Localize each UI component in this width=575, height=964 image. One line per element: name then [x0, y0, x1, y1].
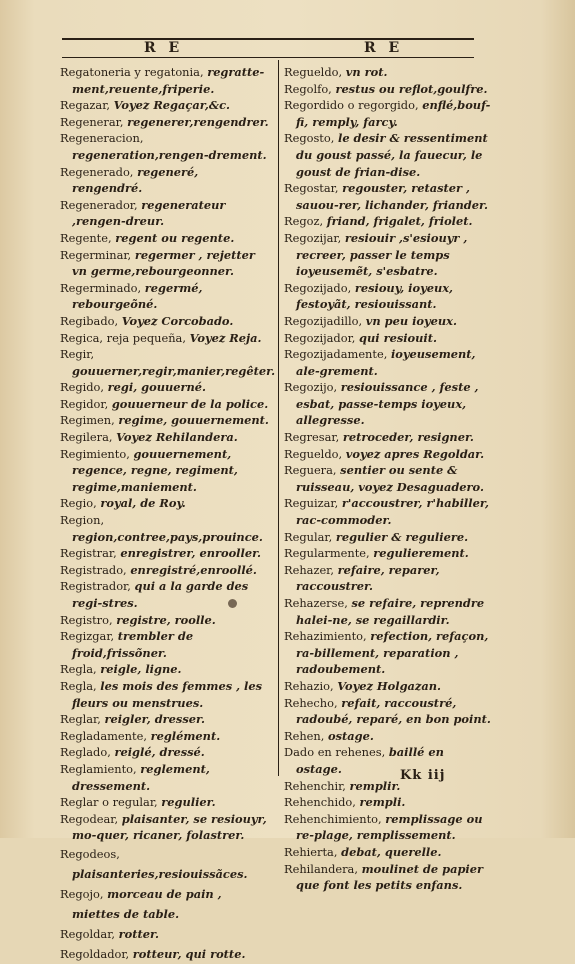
dictionary-entry: [284, 313, 492, 330]
entry-translation: reigler, dresser.: [104, 712, 205, 727]
entry-translation: regent ou regente.: [115, 230, 235, 245]
entry-translation: remplissage ou re-plage, remplissement.: [296, 811, 483, 843]
entry-headword: Rehazerse,: [284, 596, 348, 610]
dictionary-entry: [60, 628, 272, 661]
ink-spot: [228, 599, 237, 608]
dictionary-entry: [284, 180, 492, 213]
entry-translation: regulier.: [161, 795, 216, 810]
entry-translation: resiouissance , feste , esbat, passe-temps ioyeux, allegresse.: [296, 380, 479, 428]
entry-headword: Regular,: [284, 529, 333, 544]
entry-translation: royal, de Roy.: [100, 496, 186, 511]
entry-translation: regulierement.: [373, 546, 469, 561]
entry-translation: voyez apres Regoldar.: [345, 446, 485, 461]
dictionary-entry: [60, 130, 272, 163]
entry-headword: Regozijador,: [284, 330, 356, 345]
entry-headword: Reglar,: [60, 712, 101, 727]
entry-translation: regouster, retaster , sauou-rer, lichander, friander.: [296, 181, 488, 212]
dictionary-entry: [284, 230, 492, 280]
entry-translation: vn rot.: [345, 65, 388, 79]
entry-translation: se refaire, reprendre halei-ne, se regaillardir.: [296, 596, 485, 627]
entry-headword: Registrar,: [60, 546, 117, 561]
entry-headword: Reguera,: [284, 463, 337, 478]
entry-headword: Regueldo,: [284, 446, 343, 461]
entry-headword: Rehazio,: [284, 678, 334, 693]
entry-headword: Regimiento,: [60, 446, 130, 461]
entry-translation: resiouir ,s'esiouyr , recreer, passer le temps ioyeusemẽt, s'esbatre.: [296, 230, 468, 279]
entry-headword: Regozijo,: [284, 380, 338, 395]
entry-translation: rotteur, qui rotte.: [132, 946, 246, 961]
entry-translation: morceau de pain , miettes de table.: [72, 886, 222, 921]
dictionary-entry: [60, 64, 272, 97]
dictionary-entry: [60, 114, 272, 131]
entry-translation: enflé,bouf-fi, remply, farcy.: [296, 98, 491, 129]
dictionary-entry: [60, 396, 272, 413]
dictionary-entry: [60, 412, 272, 429]
dictionary-entry: [284, 330, 492, 347]
entry-headword: Regilera,: [60, 430, 113, 445]
dictionary-entry: [284, 529, 492, 546]
dictionary-entry: [60, 230, 272, 247]
entry-translation: regeneré, rengendré.: [72, 164, 199, 196]
dictionary-entry: [284, 595, 492, 628]
entry-headword: Regica, reja pequeña,: [60, 330, 186, 345]
entry-translation: Voyez Holgazan.: [337, 678, 442, 693]
entry-translation: les mois des femmes , les fleurs ou menstrues.: [72, 678, 262, 710]
entry-translation: reglément.: [150, 728, 221, 743]
entry-headword: Regladamente,: [60, 728, 147, 743]
entry-translation: retroceder, resigner.: [342, 430, 474, 445]
dictionary-entry: [60, 330, 272, 347]
entry-translation: reglement, dressement.: [72, 761, 210, 793]
entry-headword: Rehenchimiento,: [284, 811, 382, 826]
dictionary-entry: [284, 379, 492, 429]
dictionary-entry: [284, 130, 492, 180]
dictionary-entry: [284, 744, 492, 777]
dictionary-entry: [60, 612, 272, 629]
dictionary-entry: [60, 97, 272, 114]
dictionary-entry: [60, 924, 272, 944]
dictionary-entry: [60, 728, 272, 745]
entry-headword: Reglamiento,: [60, 761, 137, 776]
entry-translation: Voyez Rehilandera.: [116, 430, 238, 445]
entry-translation: gouuerneur de la police.: [111, 396, 269, 411]
dictionary-entry: [60, 346, 276, 379]
entry-headword: Regoz,: [284, 214, 324, 229]
entry-headword: Rehazer,: [284, 562, 334, 577]
dictionary-entry: [284, 64, 492, 81]
dictionary-entry: [60, 761, 272, 794]
entry-translation: qui resiouit.: [359, 330, 437, 345]
entry-translation: regeneration,rengen-drement.: [72, 147, 267, 162]
dictionary-entry: [284, 462, 492, 495]
header-rule-top: [62, 38, 474, 40]
dictionary-entry: [60, 811, 272, 844]
entry-headword: Reglar o regular,: [60, 795, 158, 810]
entry-translation: plaisanteries,resiouissãces.: [72, 866, 248, 881]
dictionary-entry: [284, 81, 492, 98]
dictionary-entry: [60, 280, 272, 313]
entry-headword: Region,: [60, 513, 105, 528]
dictionary-entry: [60, 661, 272, 678]
dictionary-entry: [284, 446, 492, 463]
entry-headword: Regolfo,: [284, 81, 332, 96]
dictionary-entry: [284, 628, 492, 678]
entry-headword: Regazar,: [60, 98, 111, 113]
entry-translation: region,contree,pays,prouince.: [72, 529, 263, 544]
dictionary-entry: [284, 495, 492, 528]
entry-headword: Regozijar,: [284, 230, 342, 245]
entry-translation: regermé, rebourgeõné.: [72, 280, 203, 312]
dictionary-entry: [60, 247, 272, 280]
dictionary-entry: [284, 861, 492, 894]
entry-translation: reigle, ligne.: [100, 662, 182, 677]
dictionary-entry: [284, 429, 492, 446]
dictionary-entry: [284, 678, 492, 695]
entry-headword: Regostar,: [284, 181, 339, 196]
dictionary-entry: [60, 711, 272, 728]
dictionary-entry: [60, 446, 272, 496]
dictionary-entry: [60, 164, 272, 197]
entry-translation: remplir.: [349, 778, 401, 793]
entry-headword: Regueldo,: [284, 65, 343, 79]
entry-headword: Regularmente,: [284, 546, 370, 561]
entry-translation: regratte-ment,reuente,friperie.: [72, 65, 265, 96]
dictionary-entry: [284, 213, 492, 230]
entry-headword: Regenerador,: [60, 197, 138, 212]
entry-headword: Regenerar,: [60, 114, 124, 129]
entry-translation: registre, roolle.: [116, 612, 216, 627]
entry-headword: Regeneracion,: [60, 131, 144, 146]
entry-translation: refait, raccoustré, radoubé, reparé, en bon point.: [296, 695, 491, 727]
dictionary-entry: [284, 811, 492, 844]
dictionary-entry: [284, 562, 492, 595]
entry-translation: ioyeusement, ale-grement.: [296, 347, 476, 378]
dictionary-entry: [284, 545, 492, 562]
header-left: R E: [144, 40, 184, 56]
entry-headword: Regibado,: [60, 313, 119, 328]
header-right: R E: [364, 40, 404, 56]
entry-headword: Regimen,: [60, 413, 115, 428]
entry-headword: Regerminado,: [60, 280, 142, 295]
entry-translation: restus ou reflot,goulfre.: [335, 81, 488, 96]
entry-headword: Regla,: [60, 662, 97, 677]
entry-headword: Regoldador,: [60, 946, 130, 961]
running-header: [62, 38, 474, 60]
dictionary-entry: [60, 884, 272, 924]
entry-translation: baillé en ostage.: [296, 745, 444, 776]
dictionary-entry: [60, 744, 272, 761]
entry-translation: moulinet de papier que font les petits enfans.: [296, 861, 483, 893]
entry-headword: Rehen,: [284, 728, 325, 743]
entry-headword: Rehierta,: [284, 844, 338, 859]
dictionary-entry: [60, 794, 272, 811]
dictionary-entry: [284, 280, 492, 313]
entry-translation: rotter.: [118, 926, 159, 941]
entry-headword: Rehenchido,: [284, 795, 356, 810]
entry-translation: refection, refaçon, ra-billement, reparation , radoubement.: [296, 629, 489, 677]
entry-translation: resiouy, ioyeux, festoyãt, resiouissant.: [296, 280, 453, 312]
dictionary-entry: [60, 313, 272, 330]
dictionary-entry: [60, 844, 272, 884]
dictionary-entry: [284, 346, 492, 379]
entry-headword: Registrado,: [60, 562, 127, 577]
entry-headword: Regozijado,: [284, 280, 352, 295]
entry-headword: Registro,: [60, 612, 113, 627]
right-column: [284, 64, 492, 894]
entry-headword: Regosto,: [284, 131, 335, 146]
entry-headword: Regresar,: [284, 430, 340, 445]
entry-translation: trembler de froid,frissõner.: [72, 629, 194, 660]
entry-translation: gouuernement, regence, regne, regiment, regime,maniement.: [72, 446, 238, 494]
entry-translation: debat, querelle.: [341, 844, 442, 859]
entry-headword: Regidor,: [60, 396, 109, 411]
signature-mark: Kk iij: [400, 768, 446, 783]
dictionary-entry: [284, 794, 492, 811]
entry-headword: Regio,: [60, 496, 97, 511]
entry-translation: sentier ou sente & ruisseau, voyez Desaguadero.: [296, 463, 484, 494]
dictionary-entry: [60, 545, 272, 562]
entry-translation: ostage.: [327, 728, 374, 743]
dictionary-entry: [60, 495, 272, 512]
entry-headword: Dado en rehenes,: [284, 745, 386, 760]
dictionary-entry: [284, 778, 492, 795]
left-column: [60, 64, 276, 964]
entry-translation: regulier & reguliere.: [335, 529, 469, 544]
dictionary-entry: [60, 678, 272, 711]
entry-headword: Regatoneria y regatonia,: [60, 65, 204, 79]
entry-translation: enregistrer, enrooller.: [120, 546, 261, 561]
dictionary-entry: [60, 578, 272, 611]
dictionary-entry: [284, 728, 492, 745]
column-divider: [278, 60, 279, 776]
entry-translation: regenerer,rengendrer.: [127, 114, 269, 129]
entry-headword: Regizgar,: [60, 629, 115, 644]
entry-headword: Regodear,: [60, 811, 119, 826]
entry-translation: regi, gouuerné.: [107, 380, 206, 395]
dictionary-entry: [60, 512, 272, 545]
entry-headword: Regido,: [60, 380, 105, 395]
entry-headword: Rehecho,: [284, 695, 338, 710]
entry-headword: Regir,: [60, 347, 95, 362]
entry-translation: enregistré,enroollé.: [130, 562, 257, 577]
entry-translation: friand, frigalet, friolet.: [326, 214, 473, 229]
dictionary-entry: [60, 197, 272, 230]
entry-headword: Regodeos,: [60, 846, 120, 861]
entry-headword: Regerminar,: [60, 247, 132, 262]
entry-translation: rempli.: [359, 795, 406, 810]
dictionary-entry: [284, 844, 492, 861]
entry-headword: Registrador,: [60, 579, 131, 594]
entry-headword: Regenerado,: [60, 164, 134, 179]
dictionary-entry: [284, 695, 492, 728]
entry-headword: Rehilandera,: [284, 861, 358, 876]
entry-headword: Reguizar,: [284, 496, 339, 511]
dictionary-entry: [60, 562, 272, 579]
entry-translation: refaire, reparer, raccoustrer.: [296, 562, 440, 594]
entry-headword: Regla,: [60, 678, 97, 693]
entry-translation: gouuerner,regir,manier,regêter.: [72, 363, 276, 378]
entry-headword: Reglado,: [60, 745, 111, 760]
entry-translation: vn peu ioyeux.: [365, 313, 457, 328]
entry-translation: le desir & ressentiment du goust passé, la fauecur, le goust de frian-dise.: [296, 131, 488, 179]
dictionary-entry: [284, 97, 492, 130]
entry-headword: Regozijadillo,: [284, 313, 363, 328]
entry-translation: Voyez Corcobado.: [121, 313, 234, 328]
dictionary-entry: [60, 429, 272, 446]
entry-headword: Regoldar,: [60, 926, 116, 941]
entry-headword: Regozijadamente,: [284, 347, 388, 362]
entry-headword: Rehazimiento,: [284, 629, 367, 644]
entry-headword: Regordido o regorgido,: [284, 98, 419, 113]
entry-translation: Voyez Regaçar,&c.: [113, 98, 231, 113]
dictionary-entry: [60, 379, 272, 396]
entry-translation: regermer , rejetter vn germe,rebourgeonner.: [72, 247, 255, 279]
dictionary-entry: [60, 944, 272, 964]
entry-translation: Voyez Reja.: [189, 330, 262, 345]
entry-translation: qui a la garde des regi-stres.: [72, 579, 249, 610]
entry-translation: plaisanter, se resiouyr, mo-quer, ricaner, folastrer.: [72, 811, 267, 843]
entry-headword: Regojo,: [60, 886, 104, 901]
entry-translation: regenerateur ,rengen-dreur.: [72, 197, 226, 229]
entry-translation: regime, gouuernement.: [118, 413, 269, 428]
entry-translation: reiglé, dressé.: [114, 745, 205, 760]
entry-translation: r'accoustrer, r'habiller, rac-commoder.: [296, 496, 489, 528]
entry-headword: Rehenchir,: [284, 778, 346, 793]
entry-headword: Regente,: [60, 230, 112, 245]
header-rule-bottom: [62, 57, 474, 58]
